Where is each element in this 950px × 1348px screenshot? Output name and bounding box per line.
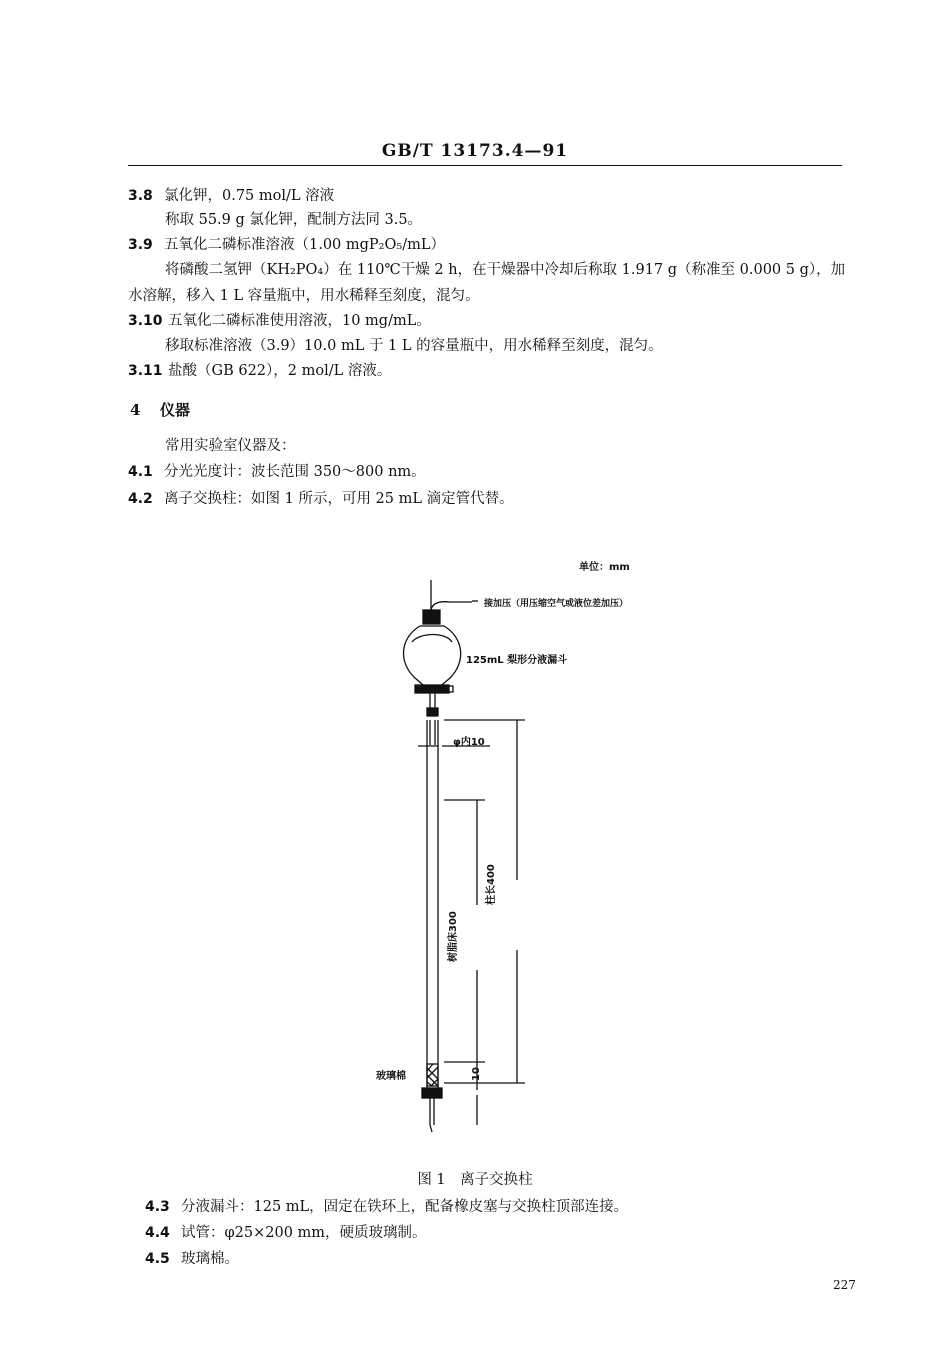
ion-exchange-column-figure [360, 550, 690, 1150]
item-4-1 [128, 462, 426, 482]
item-text: 盐酸（GB 622），2 mol/L 溶液。 [168, 363, 392, 379]
item-3-11 [128, 361, 391, 381]
item-3-9 [128, 235, 445, 255]
item-number: 4.5 [145, 1251, 170, 1267]
item-text: 分液漏斗：125 mL，固定在铁环上，配备橡皮塞与交换柱顶部连接。 [181, 1199, 629, 1215]
column-length-label: 柱长400 [486, 864, 497, 905]
item-number: 4.3 [145, 1199, 170, 1215]
item-text: 试管：φ25×200 mm，硬质玻璃制。 [181, 1225, 427, 1241]
section-4-intro: 常用实验室仪器及： [165, 438, 296, 454]
rubber-stopper [423, 610, 440, 624]
item-3-8 [128, 186, 334, 206]
item-text: 分光光度计：波长范围 350～800 nm。 [164, 464, 426, 480]
section-title: 仪器 [160, 401, 191, 419]
item-text: 玻璃棉。 [181, 1251, 239, 1267]
column-diagram [360, 550, 690, 1150]
funnel-stopcock [415, 685, 449, 693]
item-3-10-body: 移取标准溶液（3.9）10.0 mL 于 1 L 的容量瓶中，用水稀释至刻度，混匀。 [165, 338, 663, 354]
pressure-label: 接加压（用压缩空气或液位差加压） [484, 599, 629, 609]
item-number: 4.4 [145, 1225, 170, 1241]
item-text: 离子交换柱：如图 1 所示，可用 25 mL 滴定管代替。 [164, 491, 514, 507]
glass-wool-label: 玻璃棉 [376, 1071, 406, 1082]
document-header: GB/T 13173.4—91 [381, 141, 569, 161]
item-4-3 [145, 1197, 628, 1217]
pressure-inlet-line [431, 602, 472, 610]
item-4-4 [145, 1223, 427, 1243]
item-number: 3.10 [128, 313, 163, 329]
item-number: 3.11 [128, 363, 163, 379]
separatory-funnel [404, 626, 461, 691]
section-4-heading [130, 399, 190, 420]
page-number: 227 [833, 1278, 856, 1292]
item-text: 氯化钾，0.75 mol/L 溶液 [164, 188, 335, 204]
item-4-5 [145, 1249, 239, 1269]
bottom-length-label: 10 [471, 1067, 482, 1081]
figure-caption: 图 1 离子交换柱 [417, 1172, 533, 1188]
funnel-label: 125mL 梨形分液漏斗 [466, 655, 568, 666]
header-rule [128, 165, 842, 166]
item-4-2 [128, 489, 514, 509]
item-3-10 [128, 311, 431, 331]
item-number: 3.9 [128, 237, 153, 253]
item-number: 4.1 [128, 464, 153, 480]
item-text: 五氧化二磷标准使用溶液，10 mg/mL。 [168, 313, 431, 329]
item-number: 3.8 [128, 188, 153, 204]
item-3-8-body: 称取 55.9 g 氯化钾，配制方法同 3.5。 [165, 212, 423, 228]
diameter-label: φ内10 [453, 737, 485, 748]
item-text: 五氧化二磷标准溶液（1.00 mgP₂O₅/mL） [164, 237, 445, 253]
resin-bed-label: 树脂床300 [448, 911, 459, 962]
section-number: 4 [130, 401, 141, 419]
item-3-9-body: 将磷酸二氢钾（KH₂PO₄）在 110℃干燥 2 h，在干燥器中冷却后称取 1.917 g（称准至 0.000 5 g），加水溶解，移入 1 L 容量瓶中，用水稀释至刻度，混匀。 [128, 262, 846, 304]
item-number: 4.2 [128, 491, 153, 507]
column-stopcock [422, 1088, 442, 1098]
unit-label: 单位：mm [579, 562, 630, 573]
